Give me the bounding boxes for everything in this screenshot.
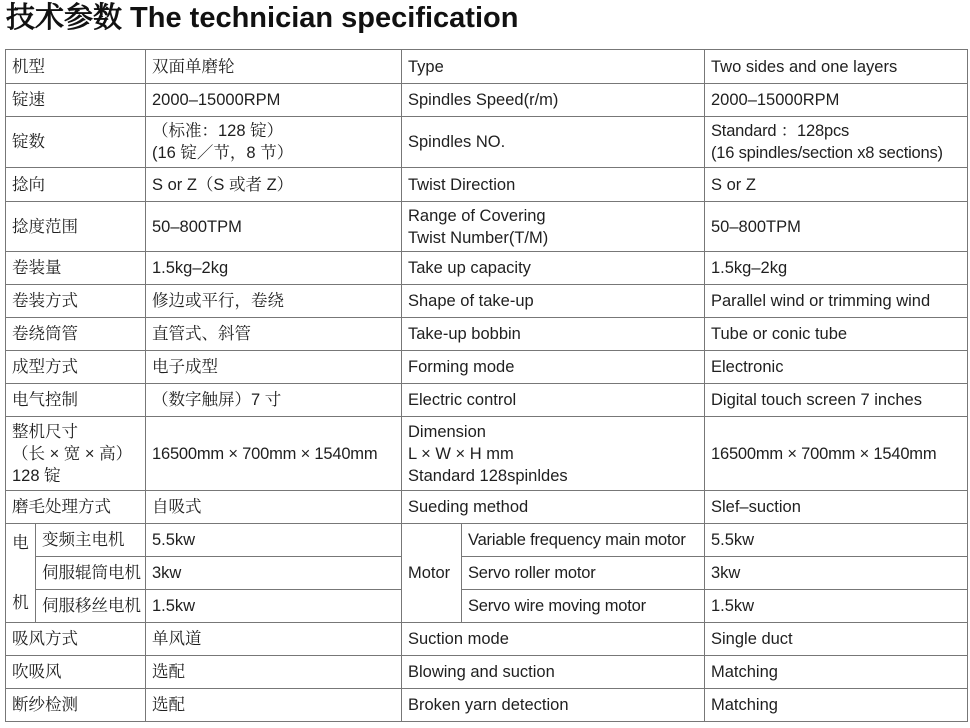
motor-cn-value-cell: 3kw bbox=[146, 557, 402, 590]
cn-label-cell: 卷装量 bbox=[6, 252, 146, 285]
en-label-cell: Spindles NO. bbox=[402, 117, 705, 168]
en-label-cell: Broken yarn detection bbox=[402, 689, 705, 722]
motor-cn-label-cell: 伺服辊筒电机 bbox=[36, 557, 146, 590]
table-row bbox=[6, 417, 968, 491]
en-label-cell: Shape of take-up bbox=[402, 285, 705, 318]
en-value-cell: Slef–suction bbox=[705, 491, 968, 524]
en-value-cell: 2000–15000RPM bbox=[705, 84, 968, 117]
en-label-cell bbox=[402, 417, 705, 491]
en-label-cell: Electric control bbox=[402, 384, 705, 417]
cn-value-cell: 单风道 bbox=[146, 623, 402, 656]
en-value-line: (16 spindles/section x8 sections) bbox=[711, 144, 943, 162]
cn-label-cell: 断纱检测 bbox=[6, 689, 146, 722]
en-label-line: Twist Number(T/M) bbox=[408, 228, 549, 247]
en-value-cell bbox=[705, 117, 968, 168]
cn-value-cell: 修边或平行，卷绕 bbox=[146, 285, 402, 318]
en-label-cell: Take-up bobbin bbox=[402, 318, 705, 351]
cn-label-line: 整机尺寸 bbox=[12, 422, 78, 441]
cn-value-line: （标准：128 锭） bbox=[152, 122, 284, 140]
cn-value-cell: 自吸式 bbox=[146, 491, 402, 524]
cn-value-cell: 电子成型 bbox=[146, 351, 402, 384]
motor-group-cn-char: 机 bbox=[12, 594, 29, 612]
cn-label-cell: 卷装方式 bbox=[6, 285, 146, 318]
motor-en-value-cell: 5.5kw bbox=[705, 524, 968, 557]
motor-en-value-cell: 3kw bbox=[705, 557, 968, 590]
cn-label-cell: 锭速 bbox=[6, 84, 146, 117]
cn-label-cell: 电气控制 bbox=[6, 384, 146, 417]
en-value-cell: Digital touch screen 7 inches bbox=[705, 384, 968, 417]
en-label-cell: Blowing and suction bbox=[402, 656, 705, 689]
table-row bbox=[6, 202, 968, 252]
table-row bbox=[6, 524, 968, 557]
motor-en-label-cell: Servo wire moving motor bbox=[462, 590, 705, 623]
en-label-line: Range of Covering bbox=[408, 206, 546, 225]
en-value-cell: Tube or conic tube bbox=[705, 318, 968, 351]
en-label-cell: Forming mode bbox=[402, 351, 705, 384]
table-row bbox=[6, 50, 968, 84]
cn-value-cell: 选配 bbox=[146, 689, 402, 722]
en-value-cell: Matching bbox=[705, 689, 968, 722]
motor-en-label-cell: Servo roller motor bbox=[462, 557, 705, 590]
cn-value-cell: 16500mm × 700mm × 1540mm bbox=[146, 417, 402, 491]
en-value-cell: 1.5kg–2kg bbox=[705, 252, 968, 285]
en-value-cell: Electronic bbox=[705, 351, 968, 384]
table-row bbox=[6, 84, 968, 117]
motor-cn-value-cell: 1.5kw bbox=[146, 590, 402, 623]
table-row bbox=[6, 656, 968, 689]
cn-label-cell: 捻度范围 bbox=[6, 202, 146, 252]
en-label-cell: Take up capacity bbox=[402, 252, 705, 285]
motor-group-cn-cell bbox=[6, 524, 36, 623]
en-value-cell: S or Z bbox=[705, 168, 968, 202]
en-label-cell: Sueding method bbox=[402, 491, 705, 524]
en-label-line: Dimension bbox=[408, 422, 486, 441]
cn-label-cell: 吸风方式 bbox=[6, 623, 146, 656]
en-label-line: Standard 128spinldes bbox=[408, 466, 568, 485]
en-label-line: L × W × H mm bbox=[408, 444, 514, 463]
motor-cn-label-cell: 变频主电机 bbox=[36, 524, 146, 557]
cn-label-cell bbox=[6, 417, 146, 491]
cn-label-line: 128 锭 bbox=[12, 466, 61, 485]
en-value-cell: Two sides and one layers bbox=[705, 50, 968, 84]
table-row bbox=[6, 285, 968, 318]
motor-en-value-cell: 1.5kw bbox=[705, 590, 968, 623]
cn-label-line: （长 × 宽 × 高） bbox=[12, 444, 133, 463]
en-value-cell: Single duct bbox=[705, 623, 968, 656]
en-label-cell: Type bbox=[402, 50, 705, 84]
table-row bbox=[6, 117, 968, 168]
page-title: 技术参数 The technician specification bbox=[6, 2, 519, 34]
motor-cn-value-cell: 5.5kw bbox=[146, 524, 402, 557]
table-row bbox=[6, 590, 968, 623]
en-label-cell: Twist Direction bbox=[402, 168, 705, 202]
cn-value-cell: S or Z（S 或者 Z） bbox=[146, 168, 402, 202]
cn-label-cell: 卷绕筒管 bbox=[6, 318, 146, 351]
cn-value-cell: 1.5kg–2kg bbox=[146, 252, 402, 285]
cn-value-cell bbox=[146, 117, 402, 168]
motor-group-en-cell: Motor bbox=[402, 524, 462, 623]
en-label-cell: Suction mode bbox=[402, 623, 705, 656]
table-row bbox=[6, 351, 968, 384]
table-row bbox=[6, 557, 968, 590]
en-value-cell: Parallel wind or trimming wind bbox=[705, 285, 968, 318]
motor-en-label-cell: Variable frequency main motor bbox=[462, 524, 705, 557]
cn-value-cell: 直管式、斜管 bbox=[146, 318, 402, 351]
cn-value-cell: 双面单磨轮 bbox=[146, 50, 402, 84]
table-row bbox=[6, 384, 968, 417]
motor-cn-label-cell: 伺服移丝电机 bbox=[36, 590, 146, 623]
en-value-cell: 50–800TPM bbox=[705, 202, 968, 252]
en-value-cell: 16500mm × 700mm × 1540mm bbox=[705, 417, 968, 491]
table-row bbox=[6, 318, 968, 351]
cn-value-cell: 50–800TPM bbox=[146, 202, 402, 252]
table-row bbox=[6, 252, 968, 285]
cn-label-cell: 吹吸风 bbox=[6, 656, 146, 689]
table-row bbox=[6, 623, 968, 656]
cn-value-line: (16 锭／节，8 节） bbox=[152, 144, 294, 162]
en-value-cell: Matching bbox=[705, 656, 968, 689]
spec-table bbox=[5, 49, 968, 722]
cn-value-cell: 2000–15000RPM bbox=[146, 84, 402, 117]
cn-value-cell: 选配 bbox=[146, 656, 402, 689]
motor-group-cn-char: 电 bbox=[12, 534, 29, 552]
table-row bbox=[6, 491, 968, 524]
cn-label-cell: 捻向 bbox=[6, 168, 146, 202]
en-label-cell bbox=[402, 202, 705, 252]
table-row bbox=[6, 168, 968, 202]
cn-label-cell: 成型方式 bbox=[6, 351, 146, 384]
cn-label-cell: 机型 bbox=[6, 50, 146, 84]
cn-label-cell: 锭数 bbox=[6, 117, 146, 168]
table-row bbox=[6, 689, 968, 722]
cn-label-cell: 磨毛处理方式 bbox=[6, 491, 146, 524]
en-value-line: Standard ：128pcs bbox=[711, 122, 850, 140]
en-label-cell: Spindles Speed(r/m) bbox=[402, 84, 705, 117]
cn-value-cell: （数字触屏）7 寸 bbox=[146, 384, 402, 417]
